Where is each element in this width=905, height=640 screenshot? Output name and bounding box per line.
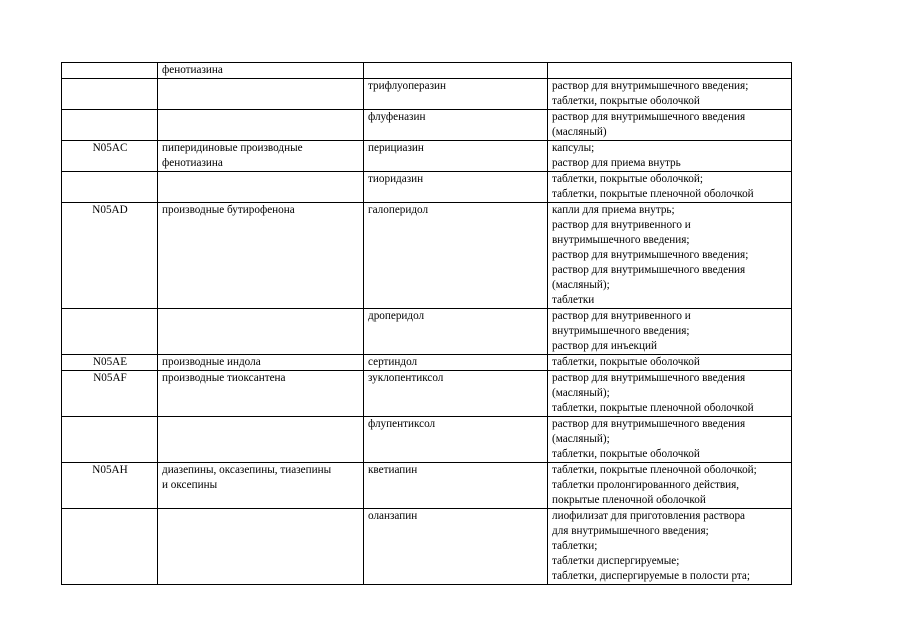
table-row: [62, 110, 792, 141]
table-row: [62, 417, 792, 463]
group-cell: [158, 417, 364, 463]
atc-code-cell: N05AF: [62, 371, 158, 417]
dosage-forms-cell: [548, 63, 792, 79]
table-row: [62, 509, 792, 585]
drug-name-cell: флуфеназин: [364, 110, 548, 141]
drug-name-cell: зуклопентиксол: [364, 371, 548, 417]
atc-code-cell: [62, 79, 158, 110]
group-cell: [158, 110, 364, 141]
group-cell: [158, 509, 364, 585]
dosage-forms-cell: раствор для внутримышечного введения; таблетки, покрытые оболочкой: [548, 79, 792, 110]
dosage-forms-cell: раствор для внутривенного и внутримышечного введения; раствор для инъекций: [548, 309, 792, 355]
dosage-forms-cell: раствор для внутримышечного введения (масляный); таблетки, покрытые оболочкой: [548, 417, 792, 463]
drug-name-cell: флупентиксол: [364, 417, 548, 463]
dosage-forms-cell: раствор для внутримышечного введения (масляный): [548, 110, 792, 141]
dosage-forms-cell: капли для приема внутрь; раствор для внутривенного и внутримышечного введения; раствор для внутримышечного введения; раствор для внутримышечного введения (масляный); таблетки: [548, 203, 792, 309]
dosage-forms-cell: таблетки, покрытые оболочкой: [548, 355, 792, 371]
table-row: [62, 63, 792, 79]
group-cell: фенотиазина: [158, 63, 364, 79]
dosage-forms-cell: капсулы; раствор для приема внутрь: [548, 141, 792, 172]
atc-code-cell: [62, 309, 158, 355]
dosage-forms-cell: таблетки, покрытые пленочной оболочкой; таблетки пролонгированного действия, покрытые пленочной оболочкой: [548, 463, 792, 509]
drug-name-cell: оланзапин: [364, 509, 548, 585]
table-row: [62, 371, 792, 417]
drug-name-cell: дроперидол: [364, 309, 548, 355]
dosage-forms-cell: таблетки, покрытые оболочкой; таблетки, покрытые пленочной оболочкой: [548, 172, 792, 203]
drug-table: [61, 62, 792, 585]
drug-name-cell: кветиапин: [364, 463, 548, 509]
atc-code-cell: [62, 417, 158, 463]
group-cell: пиперидиновые производные фенотиазина: [158, 141, 364, 172]
table-row: [62, 141, 792, 172]
group-cell: производные тиоксантена: [158, 371, 364, 417]
atc-code-cell: N05AH: [62, 463, 158, 509]
atc-code-cell: [62, 110, 158, 141]
atc-code-cell: [62, 172, 158, 203]
table-row: [62, 79, 792, 110]
group-cell: [158, 309, 364, 355]
table-row: [62, 172, 792, 203]
drug-name-cell: сертиндол: [364, 355, 548, 371]
dosage-forms-cell: лиофилизат для приготовления раствора для внутримышечного введения; таблетки; таблетки диспергируемые; таблетки, диспергируемые в полости рта;: [548, 509, 792, 585]
table-row: [62, 203, 792, 309]
group-cell: производные бутирофенона: [158, 203, 364, 309]
table-row: [62, 309, 792, 355]
drug-name-cell: [364, 63, 548, 79]
group-cell: диазепины, оксазепины, тиазепины и оксепины: [158, 463, 364, 509]
group-cell: [158, 172, 364, 203]
table-row: [62, 355, 792, 371]
atc-code-cell: N05AD: [62, 203, 158, 309]
table-row: [62, 463, 792, 509]
atc-code-cell: N05AE: [62, 355, 158, 371]
group-cell: производные индола: [158, 355, 364, 371]
group-cell: [158, 79, 364, 110]
atc-code-cell: [62, 509, 158, 585]
atc-code-cell: N05AC: [62, 141, 158, 172]
dosage-forms-cell: раствор для внутримышечного введения (масляный); таблетки, покрытые пленочной оболочкой: [548, 371, 792, 417]
atc-code-cell: [62, 63, 158, 79]
drug-name-cell: перициазин: [364, 141, 548, 172]
drug-name-cell: галоперидол: [364, 203, 548, 309]
drug-name-cell: тиоридазин: [364, 172, 548, 203]
drug-name-cell: трифлуоперазин: [364, 79, 548, 110]
